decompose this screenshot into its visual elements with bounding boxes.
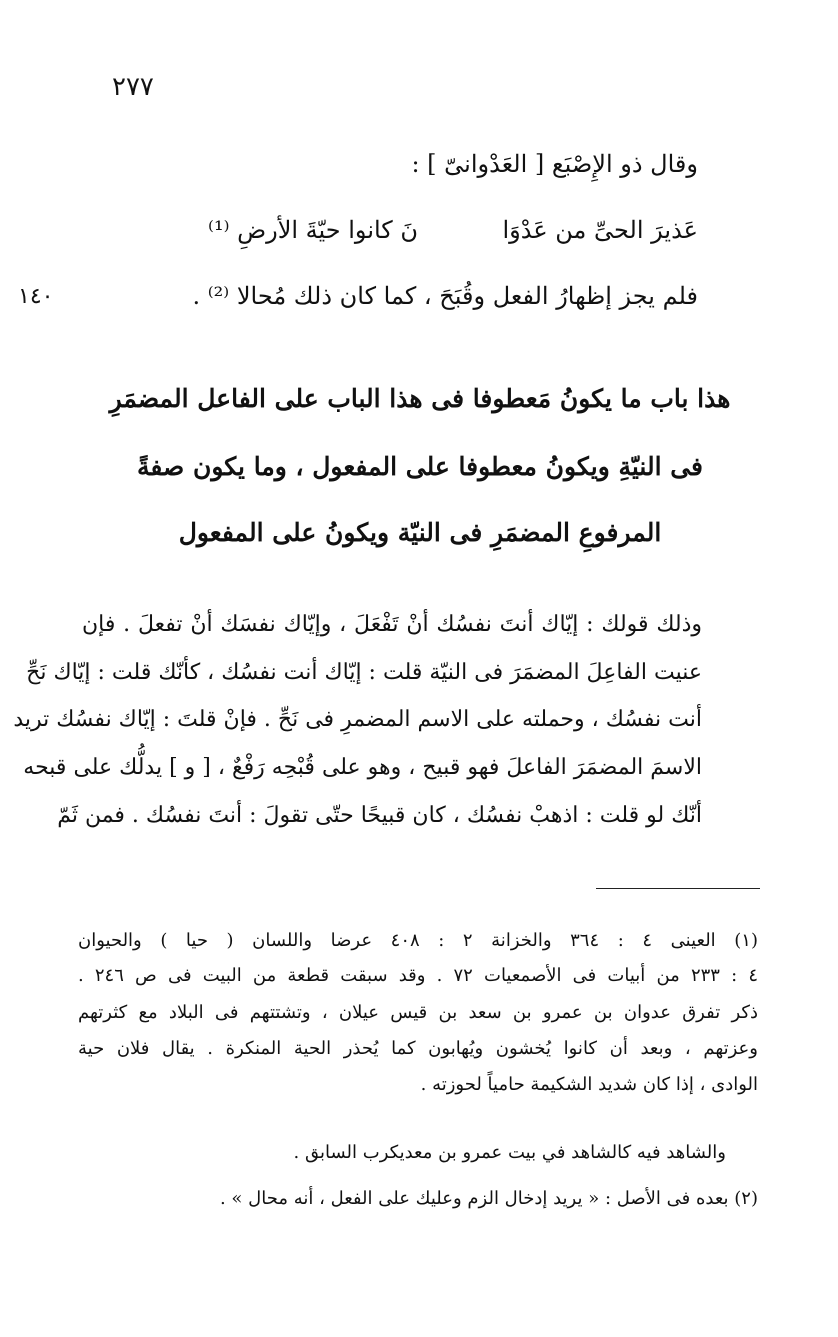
footnote-1-line: وعزتهم ، وبعد أن كانوا يُخشون ويُهابون كما يُحذر الحية المنكرة . يقال فلان حية — [78, 1038, 758, 1059]
footnote-1-line: (١) العينى ٤ : ٣٦٤ والخزانة ٢ : ٤٠٨ عرضا واللسان ( حيا ) والحيوان — [78, 930, 758, 951]
body-text-line: عنيت الفاعِلَ المضمَرَ فى النيّة قلت : إيّاك أنت نفسُك ، كأنّك قلت : إيّاك نَحِّ — [26, 660, 702, 685]
footnote-1-line: ٤ : ٢٣٣ من أبيات فى الأصمعيات ٧٢ . وقد سبقت قطعة من البيت فى ص ٢٤٦ . — [78, 965, 758, 986]
footnote-separator — [596, 888, 760, 889]
page-number: ٢٧٧ — [112, 72, 154, 102]
chapter-heading-line-1: هذا باب ما يكونُ مَعطوفا فى هذا الباب على الفاعل المضمَرِ — [109, 384, 731, 413]
footnote-1-line: الوادى ، إذا كان شديد الشكيمة حامياً لحوزته . — [420, 1074, 758, 1095]
footnote-1-note: والشاهد فيه كالشاهد في بيت عمرو بن معديكرب السابق . — [293, 1142, 726, 1163]
intro-conclusion-line: فلم يجز إظهارُ الفعل وقُبَحَ ، كما كان ذلك مُحالا ⁽²⁾ . — [192, 282, 698, 310]
body-text-line: أنت نفسُك ، وحملته على الاسم المضمرِ فى نَحِّ . فإنْ قلتَ : إيّاك نفسُك تريد — [13, 707, 702, 732]
verse-first-hemistich: عَذيرَ الحىِّ من عَدْوَا — [502, 216, 698, 244]
chapter-heading-line-3: المرفوعِ المضمَرِ فى النيّة ويكونُ على المفعول — [178, 518, 662, 547]
body-text-line: أنّك لو قلت : اذهبْ نفسُك ، كان قبيحًا حتّى تقولَ : أنتَ نفسُك . فمن ثَمّ — [57, 803, 702, 828]
body-text-line: وذلك قولك : إيّاك أنتَ نفسُك أنْ تَفْعَلَ ، وإيّاك نفسَك أنْ تفعلَ . فإن — [82, 612, 702, 637]
verse-second-hemistich: نَ كانوا حيّةَ الأرضِ ⁽¹⁾ — [208, 216, 418, 244]
footnote-2: (٢) بعده فى الأصل : « يريد إدخال الزم وعليك على الفعل ، أنه محال » . — [219, 1188, 758, 1209]
footnote-1-line: ذكر تفرق عدوان بن عمرو بن سعد بن قيس عيلان ، وتشتتهم فى البلاد مع كثرتهم — [78, 1002, 758, 1023]
chapter-heading-line-2: فى النيّةِ ويكونُ معطوفا على المفعول ، وما يكون صفةً — [136, 452, 704, 481]
margin-reference-number: ١٤٠ — [18, 284, 54, 309]
body-text-line: الاسمَ المضمَرَ الفاعلَ فهو قبيح ، وهو على قُبْحِه رَفْعٌ ، [ و ] يدلُّك على قبحه — [23, 755, 702, 780]
intro-line: وقال ذو الإِصْبَع [ العَدْوانىّ ] : — [411, 150, 698, 178]
